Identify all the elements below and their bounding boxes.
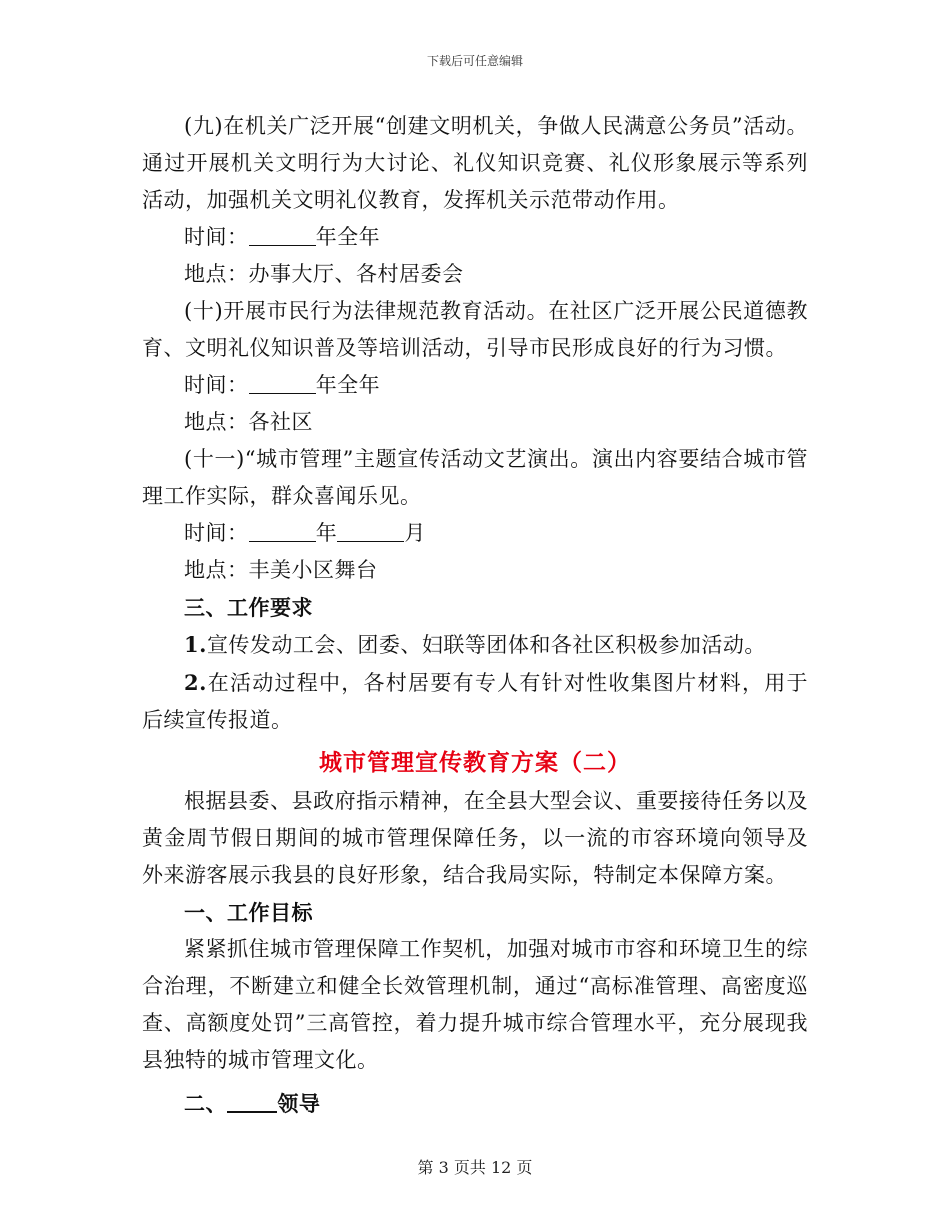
time-suffix: 年全年 xyxy=(315,373,381,397)
section-2-title: 城市管理宣传教育方案（二） xyxy=(319,749,631,776)
time-suffix: 年全年 xyxy=(315,225,381,249)
year-blank xyxy=(249,520,316,542)
page-footer: 第 3 页共 12 页 xyxy=(417,1158,533,1177)
year-blank xyxy=(249,224,316,246)
requirement-1-number: 1. xyxy=(184,632,207,657)
item-9-paragraph: (九)在机关广泛开展“创建文明机关，争做人民满意公务员”活动。通过开展机关文明行为大讨论、礼仪知识竞赛、礼仪形象展示等系列活动，加强机关文明礼仪教育，发挥机关示范带动作用。 xyxy=(142,114,808,212)
item-9-time xyxy=(142,219,808,256)
item-10-time xyxy=(142,367,808,404)
leadership-title xyxy=(142,1085,808,1122)
time-mid: 年 xyxy=(315,521,338,545)
requirement-1 xyxy=(142,626,808,664)
requirement-2-number: 2. xyxy=(184,670,207,695)
goal-text: 紧紧抓住城市管理保障工作契机，加强对城市市容和环境卫生的综合治理，不断建立和健全长效管理机制，通过“高标准管理、高密度巡查、高额度处罚”三高管控，着力提升城市综合管理水平，充分展现我县独特的城市管理文化。 xyxy=(142,937,808,1072)
document-body xyxy=(142,108,808,1122)
item-10-place: 地点：各社区 xyxy=(184,410,313,434)
time-suffix: 月 xyxy=(404,521,426,545)
month-blank xyxy=(337,520,404,542)
time-label: 时间： xyxy=(184,373,249,397)
goal-title: 一、工作目标 xyxy=(184,900,313,925)
item-10-paragraph: (十)开展市民行为法律规范教育活动。在社区广泛开展公民道德教育、文明礼仪知识普及等培训活动，引导市民形成良好的行为习惯。 xyxy=(142,299,808,360)
page-header: 下载后可任意编辑 xyxy=(426,54,523,68)
item-11-place: 地点：丰美小区舞台 xyxy=(184,558,378,582)
item-11-paragraph: (十一)“城市管理”主题宣传活动文艺演出。演出内容要结合城市管理工作实际，群众喜闻乐见。 xyxy=(142,447,808,508)
leadership-prefix: 二、 xyxy=(184,1091,227,1116)
requirement-1-text: 宣传发动工会、团委、妇联等团体和各社区积极参加活动。 xyxy=(206,633,766,657)
item-11-time xyxy=(142,515,808,552)
leadership-blank xyxy=(227,1090,277,1113)
time-label: 时间： xyxy=(184,225,249,249)
section-2-intro: 根据县委、县政府指示精神，在全县大型会议、重要接待任务以及黄金周节假日期间的城市管理保障任务，以一流的市容环境向领导及外来游客展示我县的良好形象，结合我局实际，特制定本保障方案。 xyxy=(142,789,808,887)
requirement-2-text: 在活动过程中，各村居要有专人有针对性收集图片材料，用于后续宣传报道。 xyxy=(142,671,808,732)
year-blank xyxy=(249,372,316,394)
requirements-title: 三、工作要求 xyxy=(184,595,313,620)
leadership-suffix: 领导 xyxy=(277,1091,321,1116)
requirement-2 xyxy=(142,664,808,739)
item-9-place: 地点：办事大厅、各村居委会 xyxy=(184,262,464,286)
time-label: 时间： xyxy=(184,521,249,545)
